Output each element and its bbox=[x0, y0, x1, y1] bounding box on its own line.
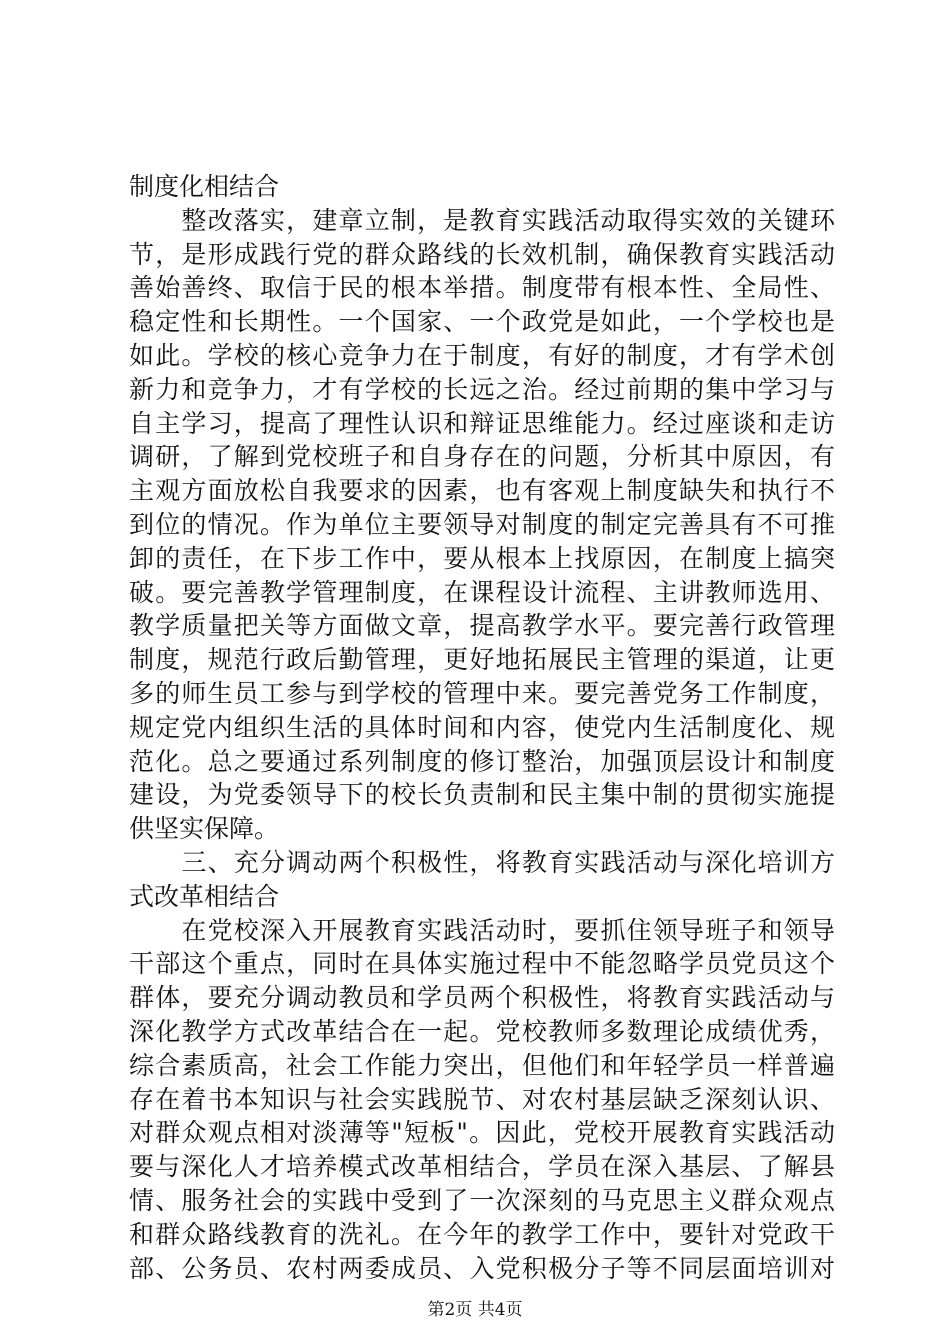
text-line: 规定党内组织生活的具体时间和内容，使党内生活制度化、规 bbox=[129, 712, 835, 742]
text-line: 善始善终、取信于民的根本举措。制度带有根本性、全局性、 bbox=[129, 273, 835, 303]
text-line: 要与深化人才培养模式改革相结合，学员在深入基层、了解县 bbox=[129, 1152, 835, 1182]
text-line: 自主学习，提高了理性认识和辩证思维能力。经过座谈和走访 bbox=[129, 408, 835, 438]
text-line: 稳定性和长期性。一个国家、一个政党是如此，一个学校也是 bbox=[129, 307, 835, 337]
text-line: 和群众路线教育的洗礼。在今年的教学工作中，要针对党政干 bbox=[129, 1219, 835, 1249]
text-line: 调研，了解到党校班子和自身存在的问题，分析其中原因，有 bbox=[129, 442, 835, 472]
text-line: 供坚实保障。 bbox=[129, 814, 280, 844]
text-line: 干部这个重点，同时在具体实施过程中不能忽略学员党员这个 bbox=[129, 949, 835, 979]
text-line: 整改落实，建章立制，是教育实践活动取得实效的关键环 bbox=[129, 205, 835, 235]
text-line: 如此。学校的核心竞争力在于制度，有好的制度，才有学术创 bbox=[129, 340, 835, 370]
text-line: 多的师生员工参与到学校的管理中来。要完善党务工作制度， bbox=[129, 678, 835, 708]
text-line: 到位的情况。作为单位主要领导对制度的制定完善具有不可推 bbox=[129, 509, 835, 539]
text-line: 制度化相结合 bbox=[129, 172, 280, 201]
text-line: 部、公务员、农村两委成员、入党积极分子等不同层面培训对 bbox=[129, 1253, 835, 1283]
text-line: 卸的责任，在下步工作中，要从根本上找原因，在制度上搞突 bbox=[129, 543, 835, 573]
text-line: 深化教学方式改革结合在一起。党校教师多数理论成绩优秀， bbox=[129, 1016, 835, 1046]
text-line: 新力和竞争力，才有学校的长远之治。经过前期的集中学习与 bbox=[129, 374, 835, 404]
text-line: 群体，要充分调动教员和学员两个积极性，将教育实践活动与 bbox=[129, 983, 835, 1013]
text-line: 节，是形成践行党的群众路线的长效机制，确保教育实践活动 bbox=[129, 239, 835, 269]
text-line: 情、服务社会的实践中受到了一次深刻的马克思主义群众观点 bbox=[129, 1185, 835, 1215]
text-line: 破。要完善教学管理制度，在课程设计流程、主讲教师选用、 bbox=[129, 577, 835, 607]
document-body bbox=[129, 170, 835, 1285]
text-line: 制度，规范行政后勤管理，更好地拓展民主管理的渠道，让更 bbox=[129, 645, 835, 675]
text-line: 综合素质高，社会工作能力突出，但他们和年轻学员一样普遍 bbox=[129, 1050, 835, 1080]
page-footer: 第2页 共4页 bbox=[427, 1300, 523, 1320]
text-line: 建设，为党委领导下的校长负责制和民主集中制的贯彻实施提 bbox=[129, 780, 835, 810]
text-line: 教学质量把关等方面做文章，提高教学水平。要完善行政管理 bbox=[129, 611, 835, 641]
text-line: 范化。总之要通过系列制度的修订整治，加强顶层设计和制度 bbox=[129, 746, 835, 776]
text-line: 在党校深入开展教育实践活动时，要抓住领导班子和领导 bbox=[129, 915, 835, 945]
text-line: 式改革相结合 bbox=[129, 881, 280, 911]
text-line: 三、充分调动两个积极性，将教育实践活动与深化培训方 bbox=[129, 847, 835, 877]
text-line: 对群众观点相对淡薄等"短板"。因此，党校开展教育实践活动 bbox=[129, 1118, 835, 1148]
text-line: 主观方面放松自我要求的因素，也有客观上制度缺失和执行不 bbox=[129, 476, 835, 506]
text-line: 存在着书本知识与社会实践脱节、对农村基层缺乏深刻认识、 bbox=[129, 1084, 835, 1114]
